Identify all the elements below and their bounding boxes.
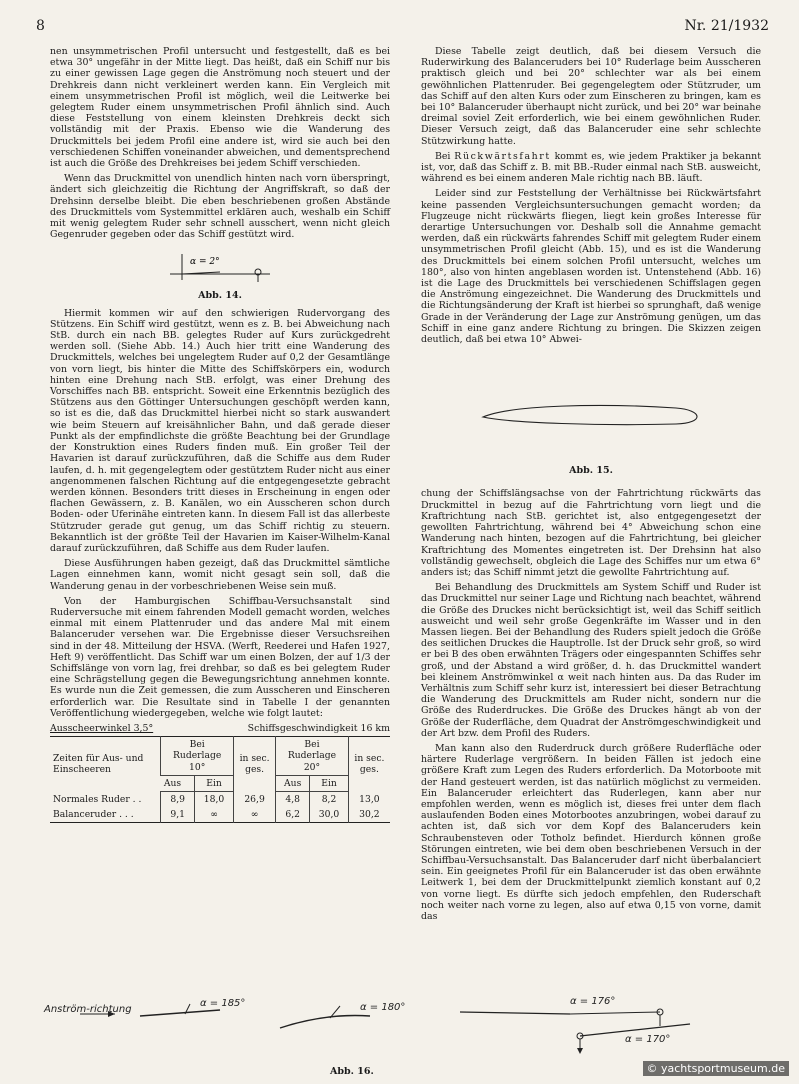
table-row-header: Zeiten für Aus- und Einscheeren	[53, 753, 144, 776]
table-caption	[50, 723, 390, 734]
paragraph: Man kann also den Ruderdruck durch größere Ruderfläche oder härtere Ruderlage vergrößern. In beiden Fällen ist jedoch eine größere Kraft zum Legen des Ruders erforderlich. Da Motorboote mit der Hand gesteuert werden, ist das natürlich möglichst zu vermeiden. Ein Balanceruder erleichtert das Ruderlegen, kann aber nur empfohlen werden, wenn es möglich ist, dieses frei unter dem flach auslaufenden Boden eines Motorbootes anzubringen, wobei darauf zu achten ist, daß sich vor dem Kopf des Balanceruders kein Schraubensteven oder Totholz befindet. Hierdurch können große Störungen eintreten, wie bei dem oben beschriebenen Versuch in der Schiffbau-Versuchsanstalt. Das Balanceruder darf nicht überbalanciert sein. Ein geeignetes Profil für ein Balanceruder ist das oben erwähnte Leitwerk 1, bei dem der Druckmittelpunkt ziemlich konstant auf 0,2 von vorne liegt. Es dürfte sich jedoch empfehlen, den Ruderschaft noch weiter nach vorne zu legen, also auf etwa 0,15 von vorne, damit das	[421, 742, 761, 922]
table-row	[50, 791, 390, 807]
right-column	[421, 46, 761, 926]
table-cell: Normales Ruder . .	[53, 793, 142, 805]
table-cell: 30,0	[310, 807, 349, 823]
page-number: 8	[36, 18, 45, 34]
figure-14-drawing	[160, 246, 280, 286]
table-cell: 18,0	[195, 791, 234, 807]
table-cell: 9,1	[161, 807, 195, 823]
figure-14	[50, 246, 390, 301]
table-group-header: Bei Ruderlage 10°	[161, 737, 234, 776]
table-total-header: in sec. ges.	[348, 737, 390, 792]
table-cell: 26,9	[234, 791, 276, 807]
table-aus-header: Aus	[161, 775, 195, 791]
paragraph: chung der Schiffslängsachse von der Fahrtrichtung rückwärts das Druckmittel in bezug auf die Fahrtrichtung vorn liegt und die Kraftrichtung nach StB. gerichtet ist, also entgegengesetzt der gewollten Fahrtrichtung, während bei 4° Abweichung schon eine Wanderung nach hinten, bezogen auf die Fahrtrichtung, bei gleicher Kraftrichtung des Momentes eingetreten ist. Der Drehsinn hat also vollständig gewechselt, obgleich die Lage des Schiffes nur um etwa 6° anders ist; das Schiff nimmt jetzt die gewollte Fahrtrichtung auf.	[421, 488, 761, 578]
angle-label: α = 185°	[200, 998, 246, 1009]
table-cell: ∞	[234, 807, 276, 823]
angle-label: α = 176°	[570, 996, 616, 1007]
table-cell: 4,8	[276, 791, 310, 807]
emphasis-text: Rückwärtsfahrt	[454, 150, 551, 162]
figure-16-caption: Abb. 16.	[330, 1066, 374, 1077]
table-cell: ∞	[195, 807, 234, 823]
paragraph-rueckwaertsfahrt	[421, 151, 761, 185]
left-column	[50, 46, 390, 823]
text-fragment: kommt es, wie jedem Praktiker ja bekannt ist, vor, daß das Schiff z. B. mit BB.-Ruder einmal nach StB. ausweicht, während es bei einem anderen Male richtig nach BB. läuft.	[421, 150, 761, 185]
table-cell: 30,2	[348, 807, 390, 823]
paragraph: nen unsymmetrischen Profil untersucht und festgestellt, daß es bei etwa 30° ungefähr in der Mitte liegt. Das heißt, daß ein Schiff nur bis zu einer gewissen Lage gegen die Anströmung noch steuert und der Drehkreis dann nicht verkleinert werden kann. Ein Vergleich mit einem unsymmetrischen Profil ist möglich, weil die Leitwerke bei gelegtem Ruder einem unsymmetrischen Profil ähnlich sind. Auch diese Feststellung von einem kleinsten Drehkreis deckt sich vollständig mit der Praxis. Ebenso wie die Wanderung des Druckmittels bei jedem Profil eine andere ist, wird sie auch bei den verschiedenen Schiffen voneinander abweichen, und dementsprechend ist auch die Größe des Drehkreises bei jedem Schiff verschieden.	[50, 46, 390, 170]
table-cell: Balanceruder . . .	[53, 809, 134, 821]
paragraph: Wenn das Druckmittel von unendlich hinten nach vorn überspringt, ändert sich gleichzeitig die Richtung der Angriffskraft, so daß der Drehsinn derselbe bleibt. Die eben beschriebenen großen Abstände des Druckmittels vom Systemmittel erklären auch, weshalb ein Schiff mit wenig gelegtem Ruder sehr schnell ausschert, wenn nicht gleich Gegenruder gegeben oder das Schiff gestützt wird.	[50, 173, 390, 241]
figure-14-caption: Abb. 14.	[198, 290, 242, 302]
table-aus-header: Aus	[276, 775, 310, 791]
paragraph: Diese Tabelle zeigt deutlich, daß bei diesem Versuch die Ruderwirkung des Balanceruders bei 10° Ruderlage beim Ausscheren praktisch gleich und bei 20° schlechter war als bei einem gewöhnlichen Plattenruder. Bei gegengelegtem oder Stützruder, um das Schiff auf den alten Kurs oder zum Einscheren zu bringen, kam es bei 10° Balanceruder überhaupt nicht zurück, und bei 20° war beinahe dreimal soviel Zeit erforderlich, wie bei einem gewöhnlichen Ruder. Dieser Versuch zeigt, daß das Balanceruder eine sehr schlechte Stützwirkung hatte.	[421, 46, 761, 147]
text-fragment: Bei	[435, 150, 451, 162]
figure-15	[421, 395, 761, 476]
results-table	[50, 736, 390, 823]
table-ein-header: Ein	[310, 775, 349, 791]
table-title-right: Schiffsgeschwindigkeit 16 km	[247, 722, 390, 734]
issue-number: Nr. 21/1932	[684, 18, 769, 34]
paragraph: Leider sind zur Feststellung der Verhältnisse bei Rückwärtsfahrt keine passenden Vergleichsuntersuchungen gemacht worden; da Flugzeuge nicht rückwärts fliegen, liegt kein großes Interesse für derartige Untersuchungen vor. Deshalb soll die Annahme gemacht werden, daß ein rückwärts fahrendes Schiff mit gelegtem Ruder einem unsymmetrischen Profil gleicht (Abb. 15), und es ist die Wanderung des Druckmittels bei einem solchen Profil untersucht, welches um 180°, also von hinten angeblasen worden ist. Untenstehend (Abb. 16) ist die Lage des Druckmittels bei verschiedenen Schiffslagen gegen die Anströmung eingezeichnet. Die Wanderung des Druckmittels und die Richtungsänderung der Kraft ist hierbei so sprunghaft, daß wenige Grade in der Veränderung der Lage zur Anströmung genügen, um das Schiff in eine ganz andere Richtung zu bringen. Die Skizzen zeigen deutlich, daß bei etwa 10° Abwei-	[421, 188, 761, 346]
angle-label: α = 170°	[625, 1034, 671, 1045]
angle-label: α = 180°	[360, 1002, 406, 1013]
table-cell: 8,9	[161, 791, 195, 807]
paragraph: Hiermit kommen wir auf den schwierigen Rudervorgang des Stützens. Ein Schiff wird gestützt, wenn es z. B. bei Abweichung nach StB. durch ein nach BB. gelegtes Ruder auf Kurs zurückgedreht werden soll. (Siehe Abb. 14.) Auch hier tritt eine Wanderung des Druckmittels, welches bei ungelegtem Ruder auf 0,2 der Gesamtlänge von vorn liegt, bis hinter die Mitte des Schiffskörpers ein, wodurch hinten eine Drehung nach StB. erfolgt, was einer Drehung des Vorschiffes nach BB. entspricht. Soweit eine Erkenntnis bezüglich des Stützens aus den Göttinger Untersuchungen geschöpft werden kann, so ist es die, daß das Druckmittel hierbei nicht so stark auswandert wie beim Steuern auf kreisähnlicher Bahn, und daß gerade dieser Punkt als der empfindlichste die größte Beachtung bei der Grundlage der Konstruktion eines Ruders finden muß. Ein großer Teil der Havarien ist darauf zurückzuführen, daß die Schiffe aus dem Ruder laufen, d. h. mit gegengelegtem oder gestütztem Ruder nicht aus einer angenommenen falschen Richtung auf die entgegengesetzte gebracht werden können. Besonders tritt dieses in Erscheinung in engen oder flachen Gewässern, z. B. Kanälen, wo ein Ausscheren schon durch Boden- oder Uferinähe eintreten kann. In diesem Fall ist das allerbeste Stützruder gerade gut genug, um das Schiff richtig zu steuern. Bekanntlich ist der größte Teil der Havarien im Kaiser-Wilhelm-Kanal darauf zurückzuführen, daß Schiffe aus dem Ruder laufen.	[50, 307, 390, 554]
table-title-left: Ausscheerwinkel 3,5°	[50, 722, 154, 734]
table-total-header: in sec. ges.	[234, 737, 276, 792]
table-cell: 13,0	[348, 791, 390, 807]
figure-15-profile	[441, 395, 741, 435]
figure-14-angle-label: α = 2°	[190, 257, 220, 268]
table-group-header: Bei Ruderlage 20°	[276, 737, 349, 776]
table-cell: 6,2	[276, 807, 310, 823]
paragraph: Von der Hamburgischen Schiffbau-Versuchsanstalt sind Ruderversuche mit einem fahrenden Modell gemacht worden, welches einmal mit einem Plattenruder und das andere Mal mit einem Balanceruder versehen war. Die Ergebnisse dieser Versuchsreihen sind in der 48. Mitteilung der HSVA. (Werft, Reederei und Hafen 1927, Heft 9) veröffentlicht. Das Schiff war um einen Bolzen, der auf 1/3 der Schiffslänge von vorn lag, frei drehbar, so daß es bei gelegtem Ruder eine Schrägstellung gegen die Bewegungsrichtung annehmen konnte. Es wurde nun die Zeit gemessen, die zum Ausscheren und Einscheren erforderlich war. Die Resultate sind in Tabelle I der genannten Veröffentlichung wiedergegeben, welche wie folgt lautet:	[50, 595, 390, 719]
table-row	[50, 807, 390, 823]
flow-direction-label: Anström-richtung	[44, 1004, 132, 1015]
table-cell: 8,2	[310, 791, 349, 807]
figure-15-caption: Abb. 15.	[569, 465, 613, 477]
paragraph: Diese Ausführungen haben gezeigt, daß das Druckmittel sämtliche Lagen einnehmen kann, womit nicht gesagt sein soll, daß die Wanderung genau in der vorbeschriebenen Weise sein muß.	[50, 558, 390, 592]
watermark: © yachtsportmuseum.de	[643, 1061, 789, 1076]
table-ein-header: Ein	[195, 775, 234, 791]
paragraph: Bei Behandlung des Druckmittels am System Schiff und Ruder ist das Druckmittel nur seiner Lage und Richtung nach beachtet, während die Größe des Druckes nicht berücksichtigt ist, weil das Schiff seitlich ausweicht und weil sehr große Gegenkräfte im Wasser und in den Massen liegen. Bei der Behandlung des Ruders spielt jedoch die Größe des seitlichen Druckes die Hauptrolle. Ist der Druck sehr groß, so wird er bei B des oben erwähnten Trägers oder eingespannten Schiffes sehr groß, und der Abstand a wird größer, d. h. das Druckmittel wandert bei kleinem Anströmwinkel α weit nach hinten aus. Da das Ruder im Verhältnis zum Schiff sehr kurz ist, interessiert bei dieser Betrachtung die Wanderung des Druckmittels am Ruder nicht, sondern nur die Größe des Ruderdruckes. Die Größe des Druckes hängt ab von der Größe der Ruderfläche, dem Quadrat der Anströmgeschwindigkeit und der Art bzw. dem Profil des Ruders.	[421, 582, 761, 739]
